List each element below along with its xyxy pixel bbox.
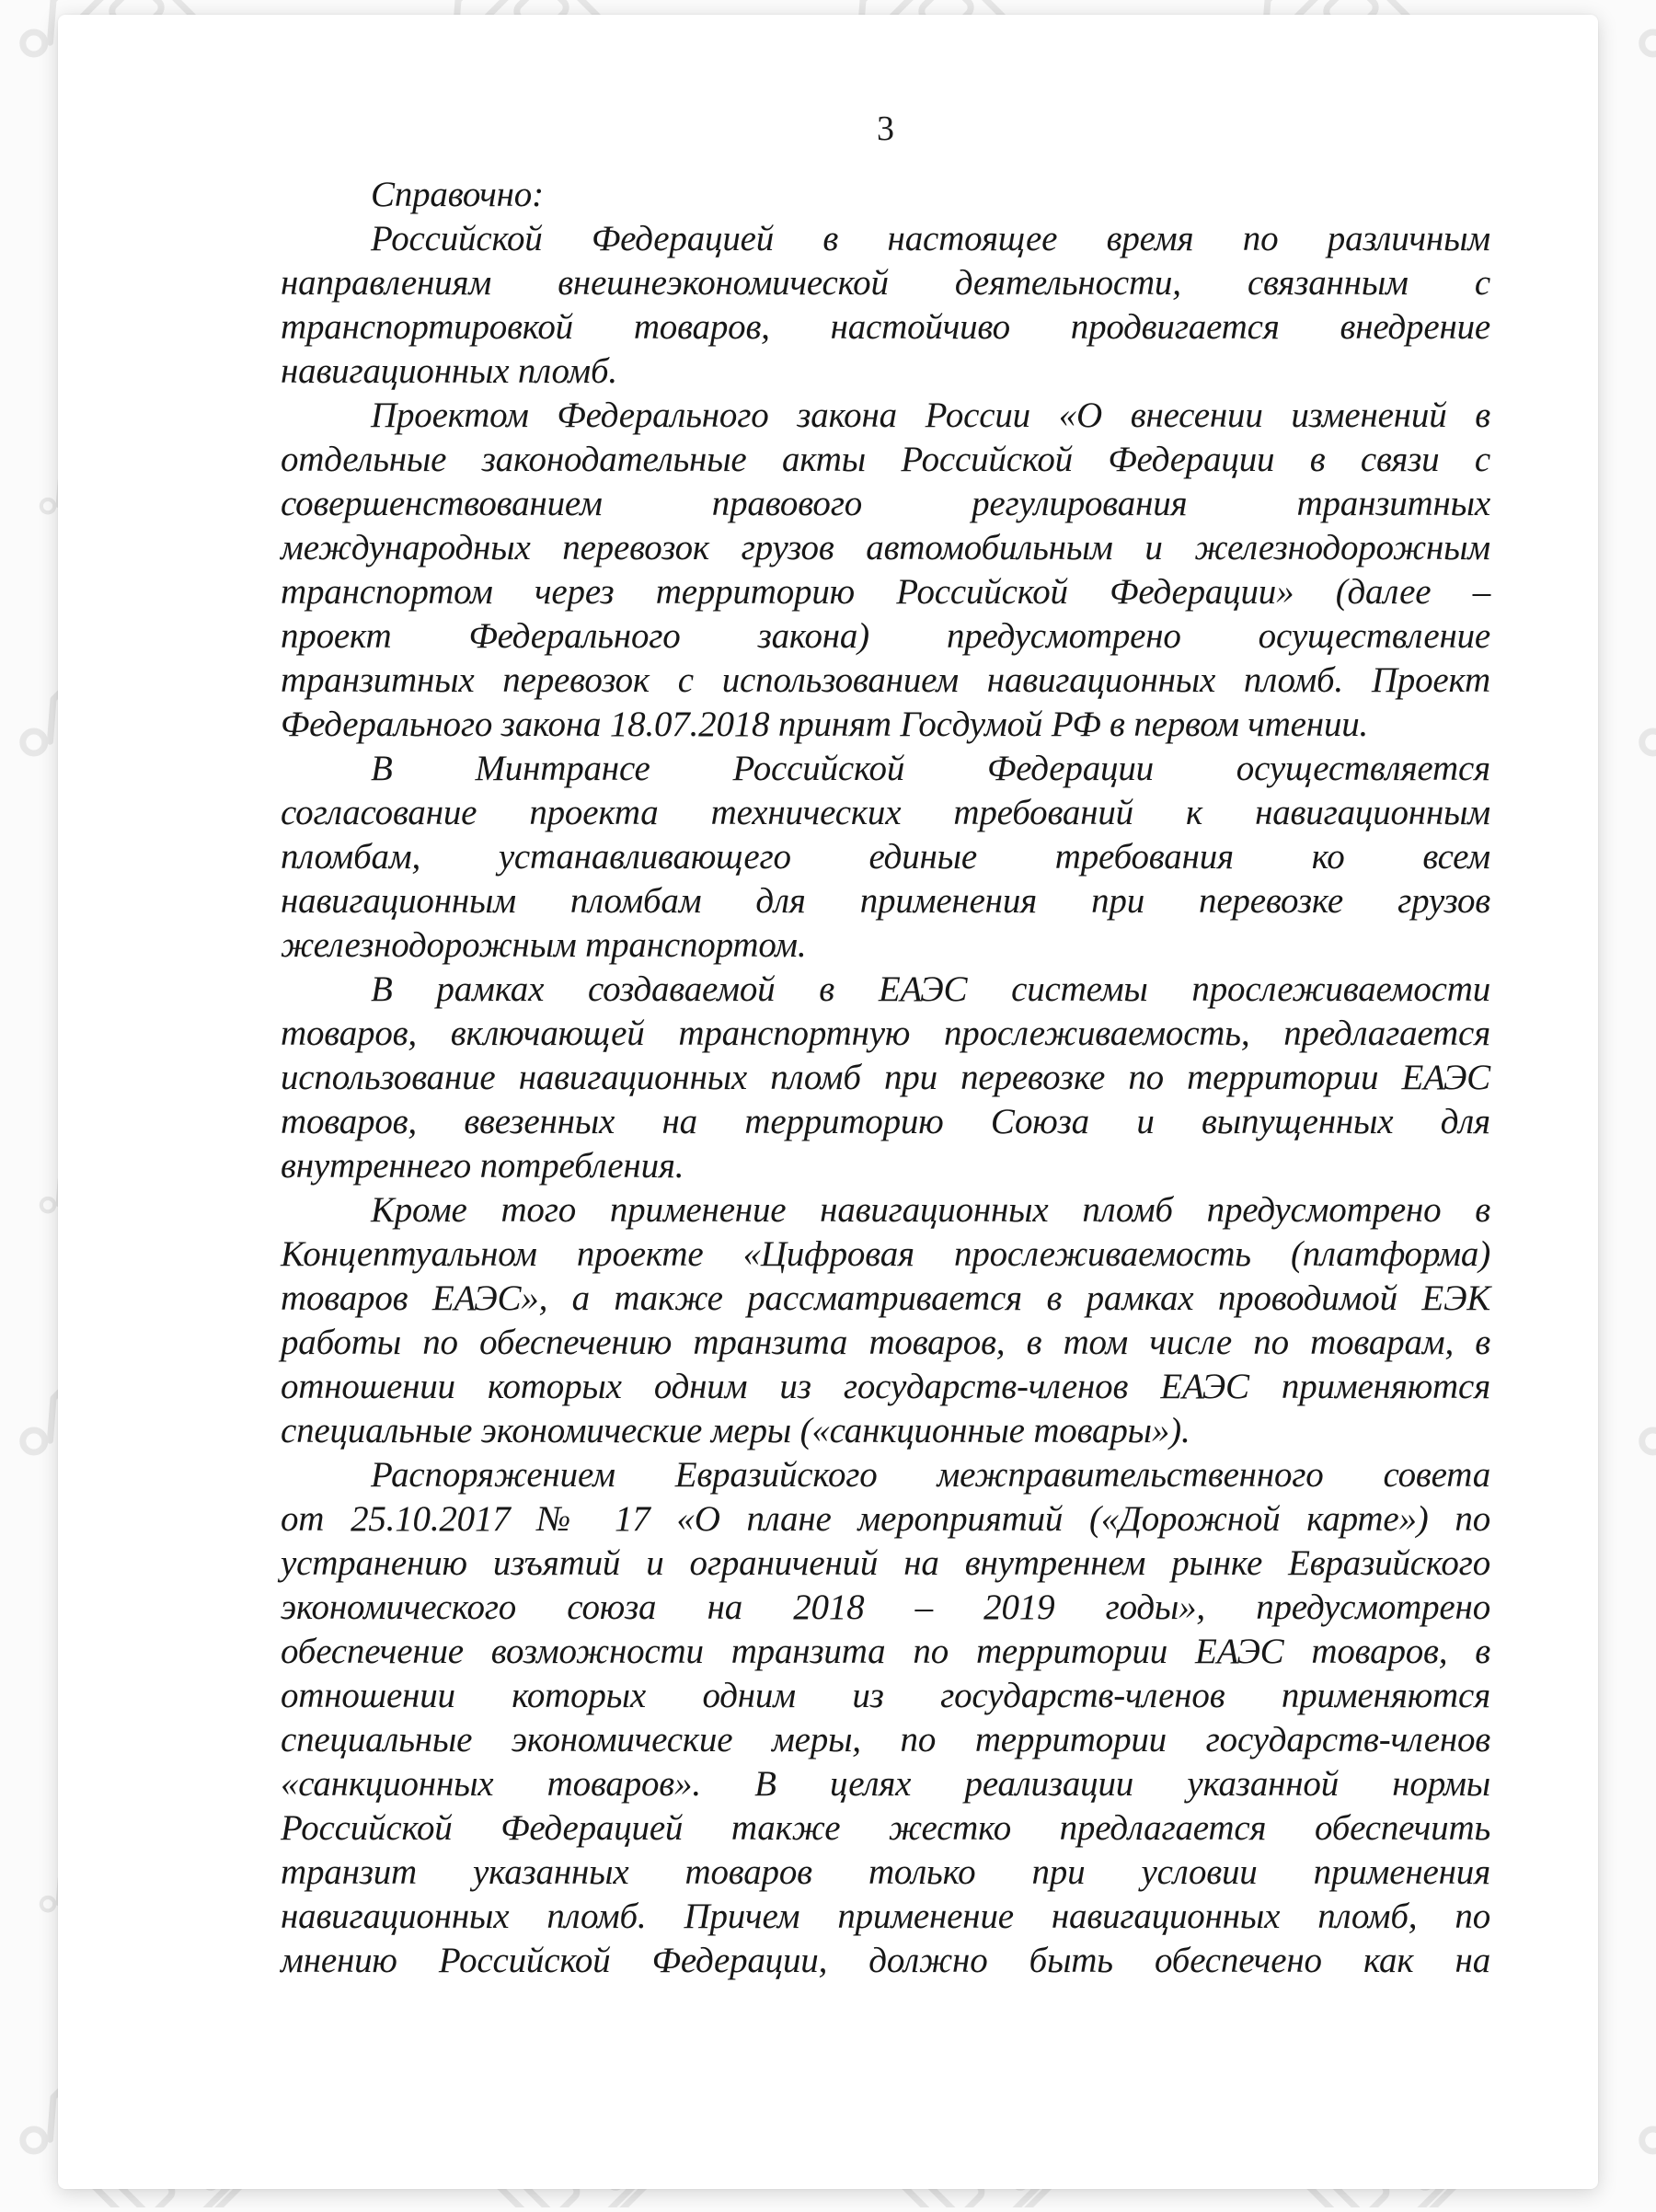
text-line: совершенствованием правового регулирования транзитных bbox=[281, 484, 1490, 523]
text-line: международных перевозок грузов автомобильным и железнодорожным bbox=[281, 528, 1490, 567]
text-line: товаров, ввезенных на территорию Союза и выпущенных для bbox=[281, 1102, 1490, 1141]
text-line: В Минтрансе Российской Федерации осуществляется bbox=[371, 749, 1490, 788]
paragraph bbox=[281, 173, 1490, 217]
page-number: 3 bbox=[877, 109, 894, 148]
text-line: Проектом Федерального закона России «О внесении изменений в bbox=[371, 395, 1490, 435]
paragraph bbox=[281, 1453, 1490, 1983]
text-line: транспортировкой товаров, настойчиво продвигается внедрение bbox=[281, 307, 1490, 347]
paragraph bbox=[281, 1188, 1490, 1453]
text-line: специальные экономические меры, по территории государств-членов bbox=[281, 1720, 1490, 1759]
text-line: Российской Федерацией также жестко предлагается обеспечить bbox=[281, 1808, 1490, 1848]
paragraph bbox=[281, 394, 1490, 747]
text-line: товаров, включающей транспортную прослеживаемость, предлагается bbox=[281, 1014, 1490, 1053]
text-line: Федерального закона 18.07.2018 принят Госдумой РФ в первом чтении. bbox=[281, 705, 1369, 744]
text-line: В рамках создаваемой в ЕАЭС системы прослеживаемости bbox=[371, 969, 1490, 1009]
text-line: проект Федерального закона) предусмотрено осуществление bbox=[281, 616, 1490, 656]
text-line: пломбам, устанавливающего единые требования ко всем bbox=[281, 837, 1490, 877]
paragraph bbox=[281, 747, 1490, 968]
text-line: внутреннего потребления. bbox=[281, 1146, 684, 1186]
text-line: транзитных перевозок с использованием навигационных пломб. Проект bbox=[281, 660, 1490, 700]
text-line: Концептуальном проекте «Цифровая прослеживаемость (платформа) bbox=[281, 1234, 1490, 1274]
document-page bbox=[58, 15, 1598, 2189]
text-line: транспортом через территорию Российской Федерации» (далее – bbox=[281, 572, 1490, 612]
text-line: согласование проекта технических требований к навигационным bbox=[281, 793, 1490, 832]
text-line: Справочно: bbox=[371, 175, 544, 214]
text-line: «санкционных товаров». В целях реализации указанной нормы bbox=[281, 1764, 1490, 1804]
text-line: навигационных пломб. bbox=[281, 351, 617, 391]
text-line: отношении которых одним из государств-членов ЕАЭС применяются bbox=[281, 1367, 1490, 1406]
text-line: навигационных пломб. Причем применение навигационных пломб, по bbox=[281, 1897, 1490, 1936]
text-line: отдельные законодательные акты Российской Федерации в связи с bbox=[281, 440, 1490, 479]
text-line: от 25.10.2017 № 17 «О плане мероприятий («Дорожной карте») по bbox=[281, 1499, 1490, 1539]
text-line: устранению изъятий и ограничений на внутреннем рынке Евразийского bbox=[281, 1543, 1490, 1583]
text-line: отношении которых одним из государств-членов применяются bbox=[281, 1676, 1490, 1715]
text-line: работы по обеспечению транзита товаров, в том числе по товарам, в bbox=[281, 1323, 1490, 1362]
text-line: Кроме того применение навигационных пломб предусмотрено в bbox=[371, 1190, 1490, 1230]
text-line: использование навигационных пломб при перевозке по территории ЕАЭС bbox=[281, 1058, 1490, 1097]
document-body bbox=[281, 173, 1490, 1983]
text-line: экономического союза на 2018 – 2019 годы», предусмотрено bbox=[281, 1587, 1490, 1627]
paragraph bbox=[281, 217, 1490, 394]
text-line: Российской Федерацией в настоящее время по различным bbox=[371, 219, 1490, 258]
text-line: направлениям внешнеэкономической деятельности, связанным с bbox=[281, 263, 1490, 303]
text-line: специальные экономические меры («санкционные товары»). bbox=[281, 1411, 1190, 1450]
text-line: мнению Российской Федерации, должно быть обеспечено как на bbox=[281, 1941, 1490, 1980]
text-line: железнодорожным транспортом. bbox=[281, 925, 807, 965]
text-line: обеспечение возможности транзита по территории ЕАЭС товаров, в bbox=[281, 1632, 1490, 1671]
text-line: Распоряжением Евразийского межправительственного совета bbox=[371, 1455, 1490, 1495]
text-line: навигационным пломбам для применения при перевозке грузов bbox=[281, 881, 1490, 921]
text-line: товаров ЕАЭС», а также рассматривается в рамках проводимой ЕЭК bbox=[281, 1278, 1490, 1318]
paragraph bbox=[281, 968, 1490, 1188]
text-line: транзит указанных товаров только при условии применения bbox=[281, 1852, 1490, 1892]
